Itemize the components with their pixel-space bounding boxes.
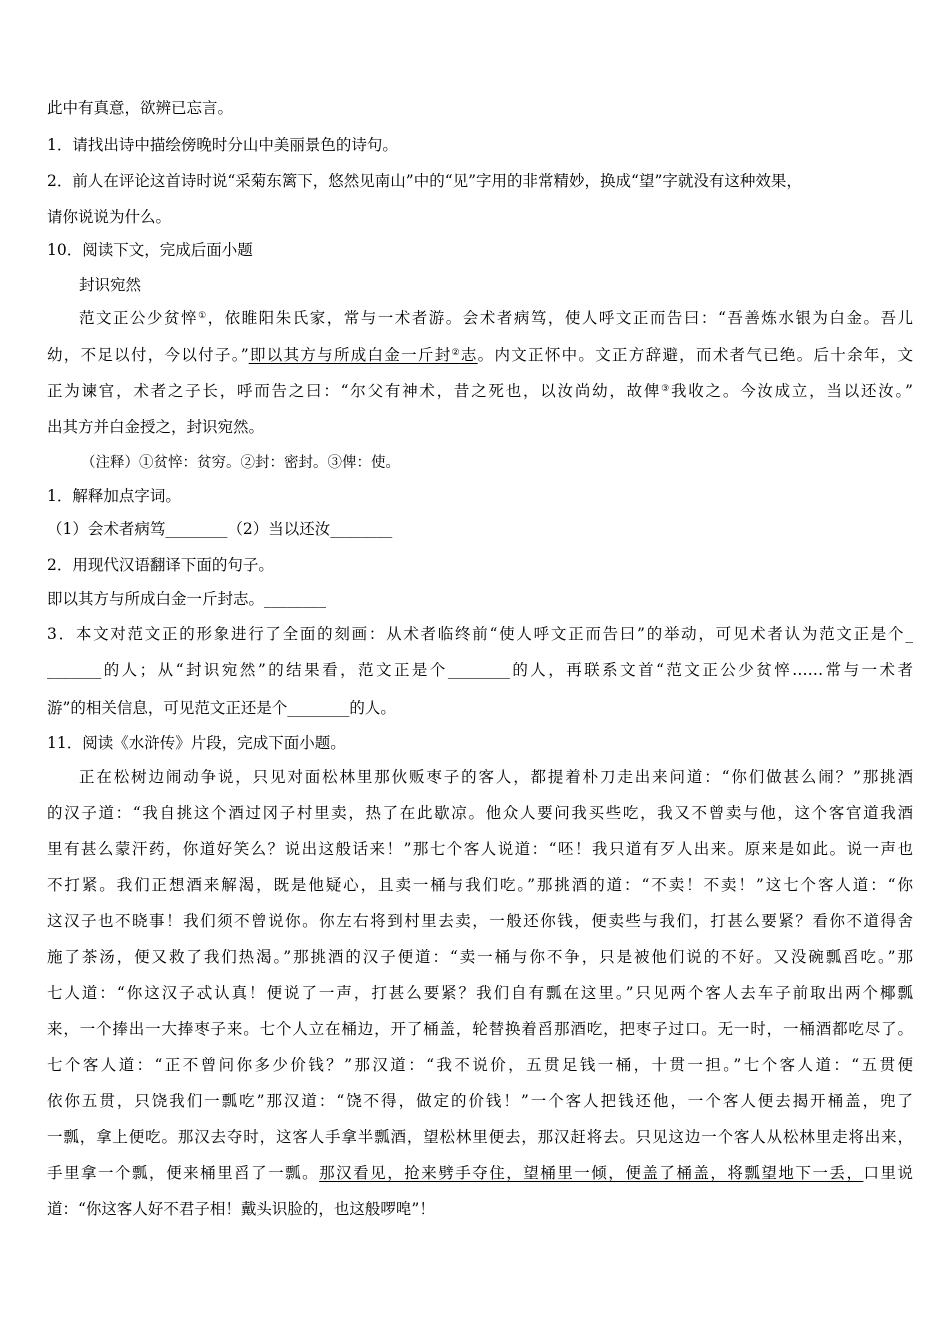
passage-line-2: 幼，不足以付，今以付子。”即以其方与所成白金一斤封②志。内文正怀中。文正方辞避，而术者气已绝。后十余年，文	[47, 346, 913, 364]
excerpt-line-5: 这汉子也不晓事！我们须不曾说你。你左右将到村里去卖，一般还你钱，便卖些与我们，打甚么要紧？看你不道得舍	[47, 912, 913, 930]
q10-sub1-items: （1）会术者病笃________（2）当以还汝________	[47, 520, 393, 538]
passage-notes: （注释）①贫悴：贫穷。②封：密封。③俾：使。	[81, 455, 400, 471]
excerpt-line-8: 来，一个捧出一大捧枣子来。七个人立在桶边，开了桶盖，轮替换着舀那酒吃，把枣子过口。无一时，一桶酒都吃尽了。	[47, 1020, 913, 1038]
passage-line-3: 正为谏官，术者之子长，呼而告之曰：“尔父有神术，昔之死也，以汝尚幼，故俾③我收之。今汝成立，当以还汝。”	[47, 382, 913, 400]
q10-sub3-line3: 游”的相关信息，可见范文正还是个________的人。	[47, 699, 396, 717]
excerpt-line-3: 里有甚么蒙汗药，你道好笑么？说出这般话来！”那七个客人说道：“呸！我只道有歹人出来。原来是如此。说一声也	[47, 840, 913, 858]
excerpt-line-10: 依你五贯，只饶我们一瓢吃”那汉道：“饶不得，做定的价钱！”一个客人把钱还他，一个客人便去揭开桶盖，兜了	[47, 1092, 913, 1110]
q10-sub1: 1．解释加点字词。	[47, 487, 181, 505]
excerpt-line-4: 不打紧。我们正想酒来解渴，既是他疑心，且卖一桶与我们吃。”那挑酒的道：“不卖！不卖！”这七个客人道：“你	[47, 876, 913, 894]
excerpt-line-6: 施了茶汤，便又救了我们热渴。”那挑酒的汉子便道：“卖一桶与你不争，只是被他们说的不好。又没碗瓢舀吃。”那	[47, 948, 913, 966]
q10-sub3-line1: 3．本文对范文正的形象进行了全面的刻画：从术者临终前“使人呼文正而告曰”的举动，可见术者认为范文正是个_	[47, 625, 913, 643]
excerpt-line-11: 一瓢，拿上便吃。那汉去夺时，这客人手拿半瓢酒，望松林里便去，那汉赶将去。只见这边一个客人从松林里走将出来，	[47, 1128, 913, 1146]
passage-line-1: 范文正公少贫悴①，依睢阳朱氏家，常与一术者游。会术者病笃，使人呼文正而告曰：“吾善炼水银为白金。吾儿	[79, 309, 913, 327]
passage-title: 封识宛然	[79, 276, 142, 294]
q10-sub2-sentence: 即以其方与所成白金一斤封志。________	[47, 590, 327, 608]
q10-sub2: 2．用现代汉语翻译下面的句子。	[47, 556, 274, 574]
q9-sub2-line2: 请你说说为什么。	[47, 208, 172, 226]
q10-sub3-line2: _______的人；从“封识宛然”的结果看，范文正是个________的人，再联系文首“范文正公少贫悴……常与一术者	[47, 661, 913, 679]
excerpt-line-1: 正在松树边闹动争说，只见对面松林里那伙贩枣子的客人，都提着朴刀走出来问道：“你们做甚么闹？”那挑酒	[79, 768, 913, 786]
excerpt-line-13: 道：“你这客人好不君子相！戴头识脸的，也这般啰唣”！	[47, 1200, 435, 1218]
q11-heading: 11．阅读《水浒传》片段，完成下面小题。	[47, 734, 346, 752]
excerpt-line-12: 手里拿一个瓢，便来桶里舀了一瓢。那汉看见，抢来劈手夺住，望桶里一倾，便盖了桶盖，将瓢望地下一丢，口里说	[47, 1164, 913, 1182]
excerpt-line-7: 七人道：“你这汉子忒认真！便说了一声，打甚么要紧？我们自有瓢在这里。”只见两个客人去车子前取出两个椰瓢	[47, 984, 913, 1002]
excerpt-line-9: 七个客人道：“正不曾问你多少价钱？”那汉道：“我不说价，五贯足钱一桶，十贯一担。”七个客人道：“五贯便	[47, 1056, 913, 1074]
underlined-sentence: 那汉看见，抢来劈手夺住，望桶里一倾，便盖了桶盖，将瓢望地下一丢，	[319, 1164, 864, 1182]
q9-sub1: 1．请找出诗中描绘傍晚时分山中美丽景色的诗句。	[47, 136, 398, 154]
excerpt-line-2: 的汉子道：“我自挑这个酒过冈子村里卖，热了在此歇凉。他众人要问我买些吃，我又不曾卖与他，这个客官道我酒	[47, 804, 913, 822]
underlined-sentence: 即以其方与所成白金一斤封②志	[248, 346, 478, 364]
q9-sub2-line1: 2．前人在评论这首诗时说“采菊东篱下，悠然见南山”中的“见”字用的非常精妙，换成“望”字就没有这种效果，	[47, 172, 802, 190]
q10-heading: 10．阅读下文，完成后面小题	[47, 241, 253, 259]
passage-line-4: 出其方并白金授之，封识宛然。	[47, 418, 265, 436]
poem-last-line: 此中有真意，欲辨已忘言。	[47, 99, 234, 117]
